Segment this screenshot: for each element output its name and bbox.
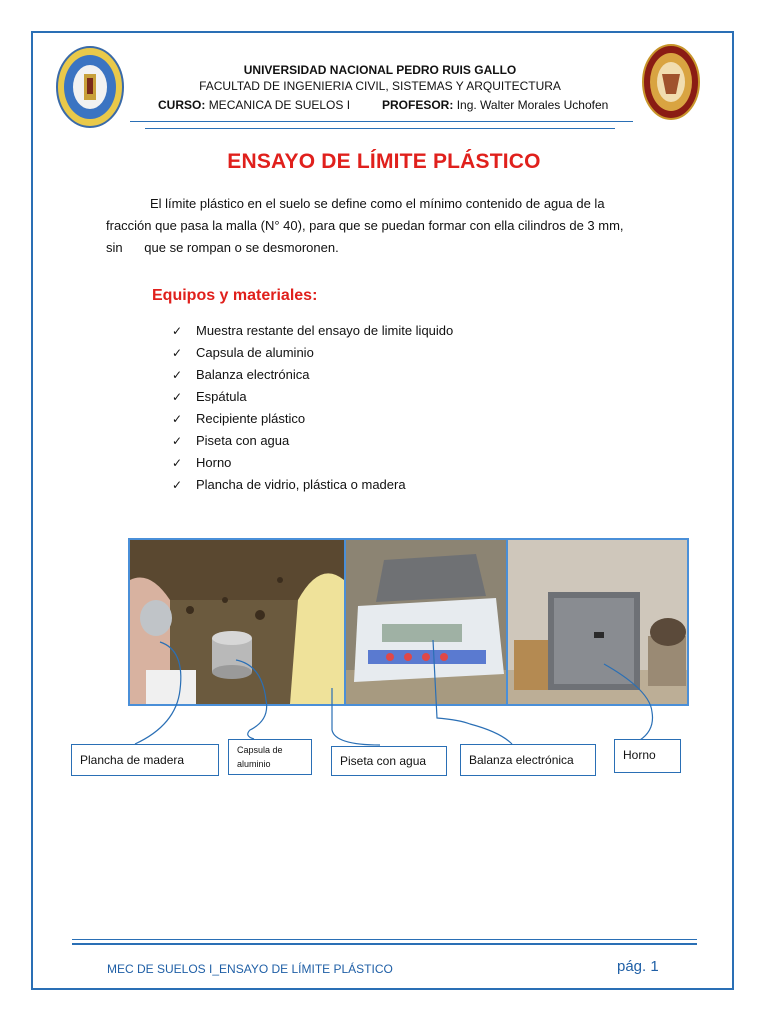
equipment-photos — [128, 538, 689, 706]
check-icon: ✓ — [172, 478, 183, 492]
footer-rule-bottom — [72, 943, 697, 945]
page-title: ENSAYO DE LÍMITE PLÁSTICO — [227, 150, 541, 173]
institution-header — [140, 62, 620, 94]
callout-label-line-1: Capsula de — [237, 745, 283, 755]
callout-label: Plancha de madera — [80, 753, 185, 767]
materials-heading: Equipos y materiales: — [152, 287, 318, 304]
check-icon: ✓ — [172, 412, 183, 426]
photo-electronic-scale — [344, 540, 506, 704]
course-line — [158, 98, 350, 112]
list-item-label: Capsula de aluminio — [196, 345, 314, 360]
list-item-label: Piseta con agua — [196, 433, 290, 448]
university-logo-left — [56, 46, 124, 128]
callout-label-line-2: aluminio — [237, 759, 271, 769]
list-item — [172, 320, 453, 342]
university-logo-right — [642, 44, 700, 120]
intro-paragraph — [106, 193, 666, 259]
callout-label: Horno — [623, 748, 656, 762]
university-name: UNIVERSIDAD NACIONAL PEDRO RUIS GALLO — [243, 63, 517, 77]
list-item — [172, 386, 453, 408]
callout-capsula-de-aluminio — [228, 739, 312, 775]
list-item-label: Plancha de vidrio, plástica o madera — [196, 477, 406, 492]
photo-oven — [506, 540, 687, 704]
course-value: MECANICA DE SUELOS I — [208, 98, 351, 112]
list-item — [172, 474, 453, 496]
page-border — [31, 31, 734, 990]
list-item — [172, 342, 453, 364]
list-item-label: Muestra restante del ensayo de limite liquido — [196, 323, 454, 338]
intro-line-1: El límite plástico en el suelo se define como el mínimo contenido de agua de la — [150, 196, 605, 211]
faculty-name: FACULTAD DE INGENIERIA CIVIL, SISTEMAS Y ARQUITECTURA — [199, 79, 561, 93]
list-item-label: Espátula — [196, 389, 247, 404]
callout-piseta-con-agua — [331, 746, 447, 776]
header-rule-bottom — [145, 128, 615, 129]
materials-list — [172, 320, 453, 496]
check-icon: ✓ — [172, 368, 183, 382]
list-item — [172, 430, 453, 452]
callout-balanza-electronica — [460, 744, 596, 776]
footer-rule-top — [72, 939, 697, 940]
photo-capsule-and-bottle — [130, 540, 344, 704]
professor-line — [382, 98, 608, 112]
check-icon: ✓ — [172, 346, 183, 360]
list-item-label: Recipiente plástico — [196, 411, 306, 426]
check-icon: ✓ — [172, 390, 183, 404]
course-label: CURSO: — [158, 98, 206, 112]
callout-label: Piseta con agua — [340, 754, 427, 768]
header-rule-top — [130, 121, 633, 122]
check-icon: ✓ — [172, 324, 183, 338]
callout-plancha-de-madera — [71, 744, 219, 776]
professor-value: Ing. Walter Morales Uchofen — [456, 98, 609, 112]
list-item — [172, 408, 453, 430]
list-item — [172, 452, 453, 474]
check-icon: ✓ — [172, 434, 183, 448]
check-icon: ✓ — [172, 456, 183, 470]
callout-label: Balanza electrónica — [469, 753, 574, 767]
callout-horno — [614, 739, 681, 773]
intro-line-2: fracción que pasa la malla (N° 40), para que se puedan formar con ella cilindros de 3 mm, — [106, 218, 624, 233]
professor-label: PROFESOR: — [382, 98, 454, 112]
intro-line-3: sin que se rompan o se desmoronen. — [106, 240, 339, 255]
list-item-label: Horno — [196, 455, 232, 470]
list-item — [172, 364, 453, 386]
footer-title: MEC DE SUELOS I_ENSAYO DE LÍMITE PLÁSTICO — [107, 962, 393, 976]
page-number: pág. 1 — [617, 958, 659, 975]
list-item-label: Balanza electrónica — [196, 367, 310, 382]
